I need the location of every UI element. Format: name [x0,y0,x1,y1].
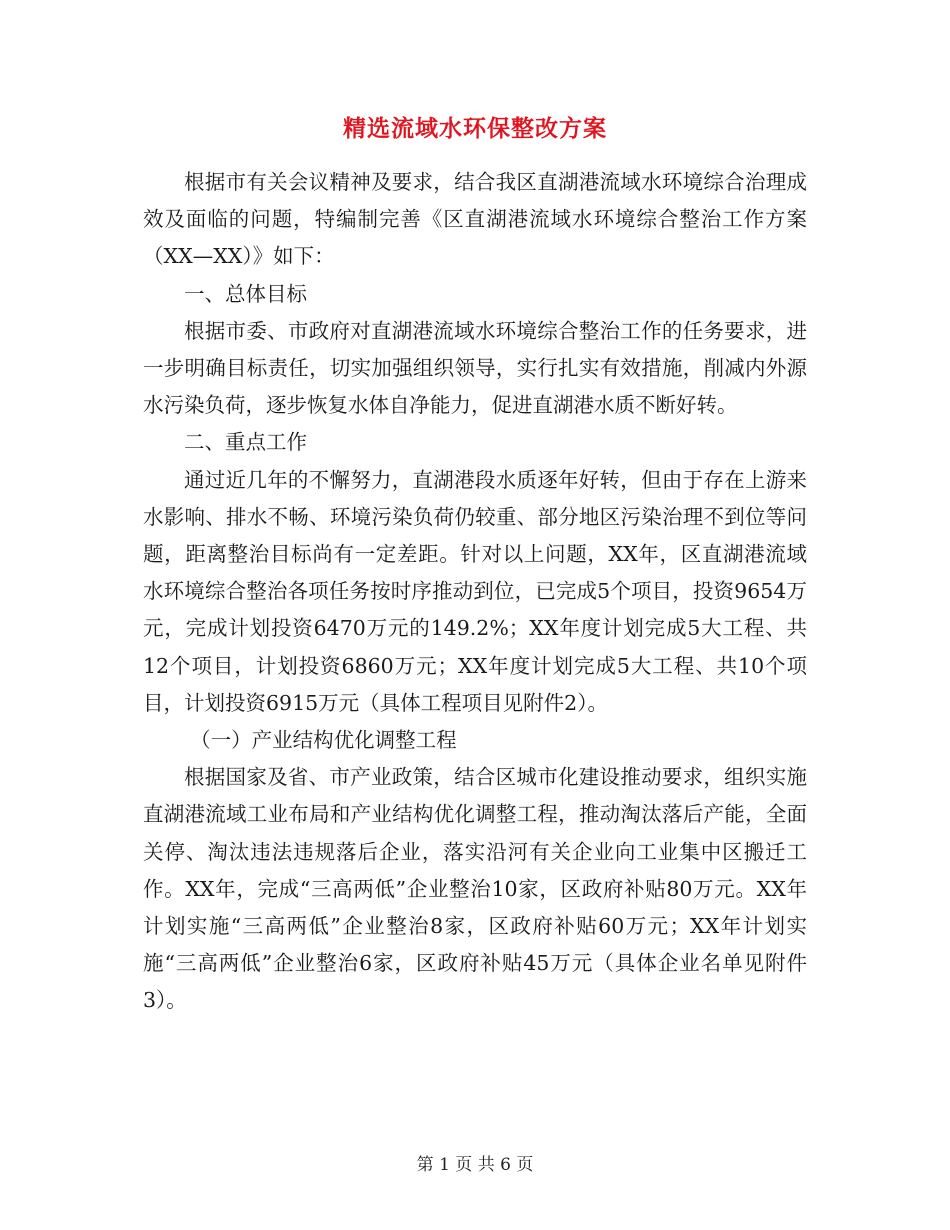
intro-paragraph: 根据市有关会议精神及要求，结合我区直湖港流域水环境综合治理成效及面临的问题，特编制完善《区直湖港流域水环境综合整治工作方案（XX—XX）》如下： [143,170,807,269]
overall-goal-paragraph: 根据市委、市政府对直湖港流域水环境综合整治工作的任务要求，进一步明确目标责任，切实加强组织领导，实行扎实有效措施，削减内外源水污染负荷，逐步恢复水体自净能力，促进直湖港水质不断好转。 [143,318,807,418]
subsection-heading-industry: （一）产业结构优化调整工程 [190,728,457,753]
section-heading-key-work: 二、重点工作 [184,430,307,455]
page-footer [0,1153,950,1177]
key-work-paragraph: 通过近几年的不懈努力，直湖港段水质逐年好转，但由于存在上游来水影响、排水不畅、环境污染负荷仍较重、部分地区污染治理不到位等问题，距离整治目标尚有一定差距。针对以上问题，XX年，区直湖港流域水环境综合整治各项任务按时序推动到位，已完成5个项目，投资9654万元，完成计划投资6470万元的149.2%；XX年度计划完成5大工程、共12个项目，计划投资6860万元；XX年度计划完成5大工程、共10个项目，计划投资6915万元（具体工程项目见附件2）。 [143,467,807,715]
section-heading-overall-goal: 一、总体目标 [184,281,307,306]
document-title: 精选流域水环保整改方案 [343,115,607,142]
page-number-label: 第 1 页 共 6 页 [416,1155,534,1175]
document-body [143,164,807,1020]
industry-paragraph: 根据国家及省、市产业政策，结合区城市化建设推动要求，组织实施直湖港流域工业布局和产业结构优化调整工程，推动淘汰落后产能，全面关停、淘汰违法违规落后企业，落实沿河有关企业向工业集中区搬迁工作。XX年，完成“三高两低”企业整治10家，区政府补贴80万元。XX年计划实施“三高两低”企业整治8家，区政府补贴60万元；XX年计划实施“三高两低”企业整治6家，区政府补贴45万元（具体企业名单见附件3）。 [143,765,807,1013]
